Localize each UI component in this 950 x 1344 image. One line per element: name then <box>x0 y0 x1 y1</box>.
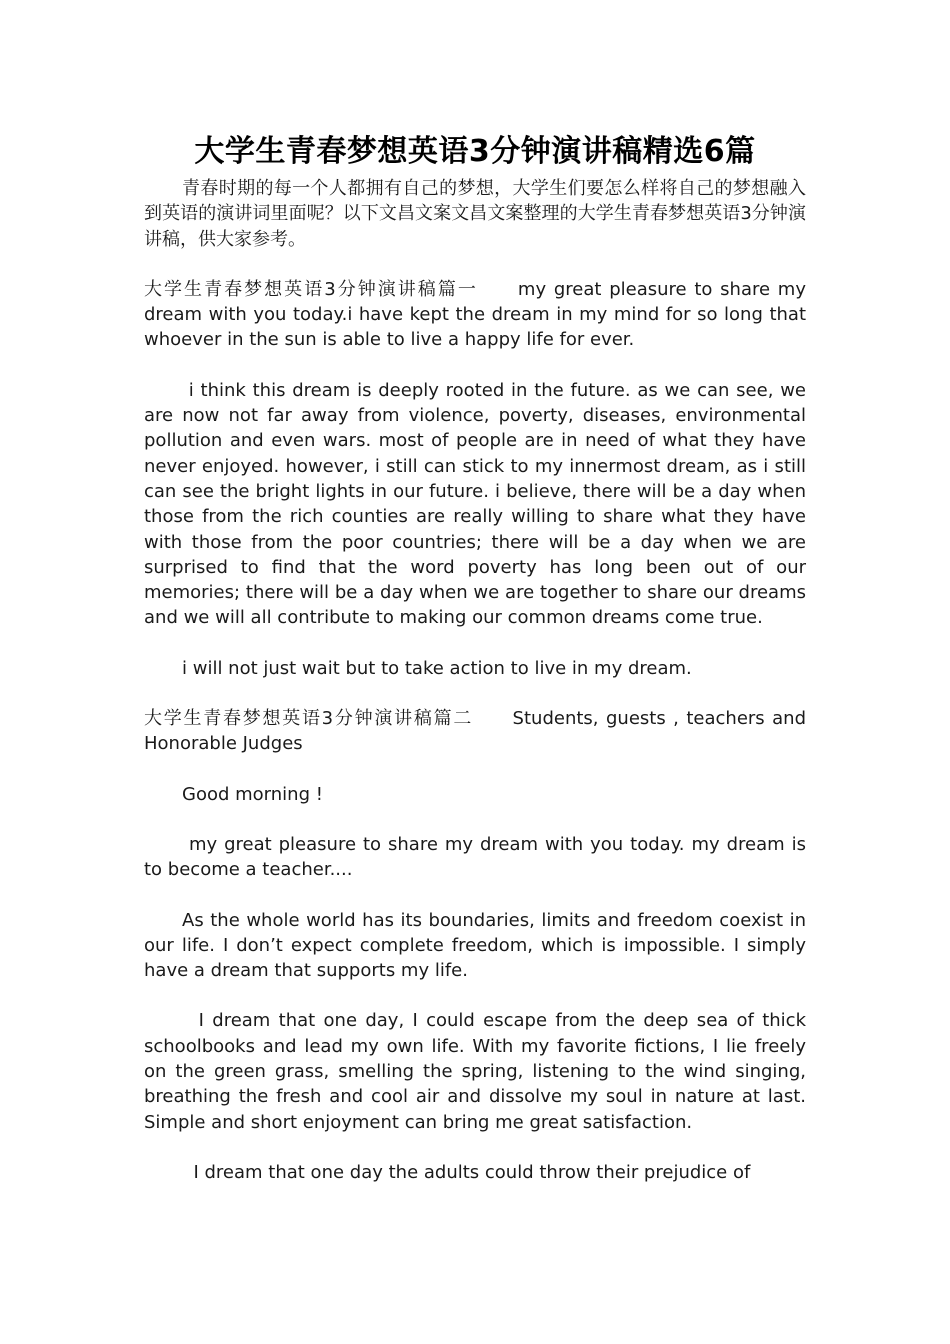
greeting-paragraph: Good morning ! <box>182 783 323 805</box>
intro-paragraph: 青春时期的每一个人都拥有自己的梦想，大学生们要怎么样将自己的梦想融入到英语的演讲词里面呢？以下文昌文案文昌文案整理的大学生青春梦想英语3分钟演讲稿，供大家参考。 <box>144 178 806 250</box>
page-title: 大学生青春梦想英语3分钟演讲稿精选6篇 <box>194 134 756 169</box>
body-paragraph: As the whole world has its boundaries, limits and freedom coexist in our life. I don’t expect complete freedom, which is impossible. I simply have a dream that supports my life. <box>144 909 812 982</box>
body-paragraph: I dream that one day, I could escape from the deep sea of thick schoolbooks and lead my own life. With my favorite fictions, I lie freely on the green grass, smelling the spring, listening to the wind singing, breathing the fresh and cool air and dissolve my soul in nature at last. Simple and short enjoyment can bring me great satisfaction. <box>144 1010 812 1133</box>
section-heading-2: 大学生青春梦想英语3分钟演讲稿篇二 Students, guests , teachers and Honorable Judges <box>144 708 812 755</box>
document-page <box>144 128 812 1210</box>
body-paragraph: I dream that one day the adults could throw their prejudice of <box>182 1161 751 1183</box>
body-paragraph: i think this dream is deeply rooted in the future. as we can see, we are now not far away from violence, poverty, diseases, environmental pollution and even wars. most of people are in need of what they have never enjoyed. however, i still can stick to my innermost dream, as i still can see the bright lights in our future. i believe, there will be a day when those from the rich counties are really willing to share what they have with those from the poor countries; there will be a day when we are surprised to find that the word poverty has long been out of our memories; there will be a day when we are together to share our dreams and we will all contribute to making our common dreams come true. <box>144 379 812 629</box>
body-paragraph: my great pleasure to share my dream with you today. my dream is to become a teacher.... <box>144 833 812 881</box>
body-paragraph: i will not just wait but to take action to live in my dream. <box>182 657 692 679</box>
section-heading-1: 大学生青春梦想英语3分钟演讲稿篇一 my great pleasure to share my dream with you today.i have kept the dream in my mind for so long that whoever in the sun is able to live a happy life for ever. <box>144 278 812 351</box>
